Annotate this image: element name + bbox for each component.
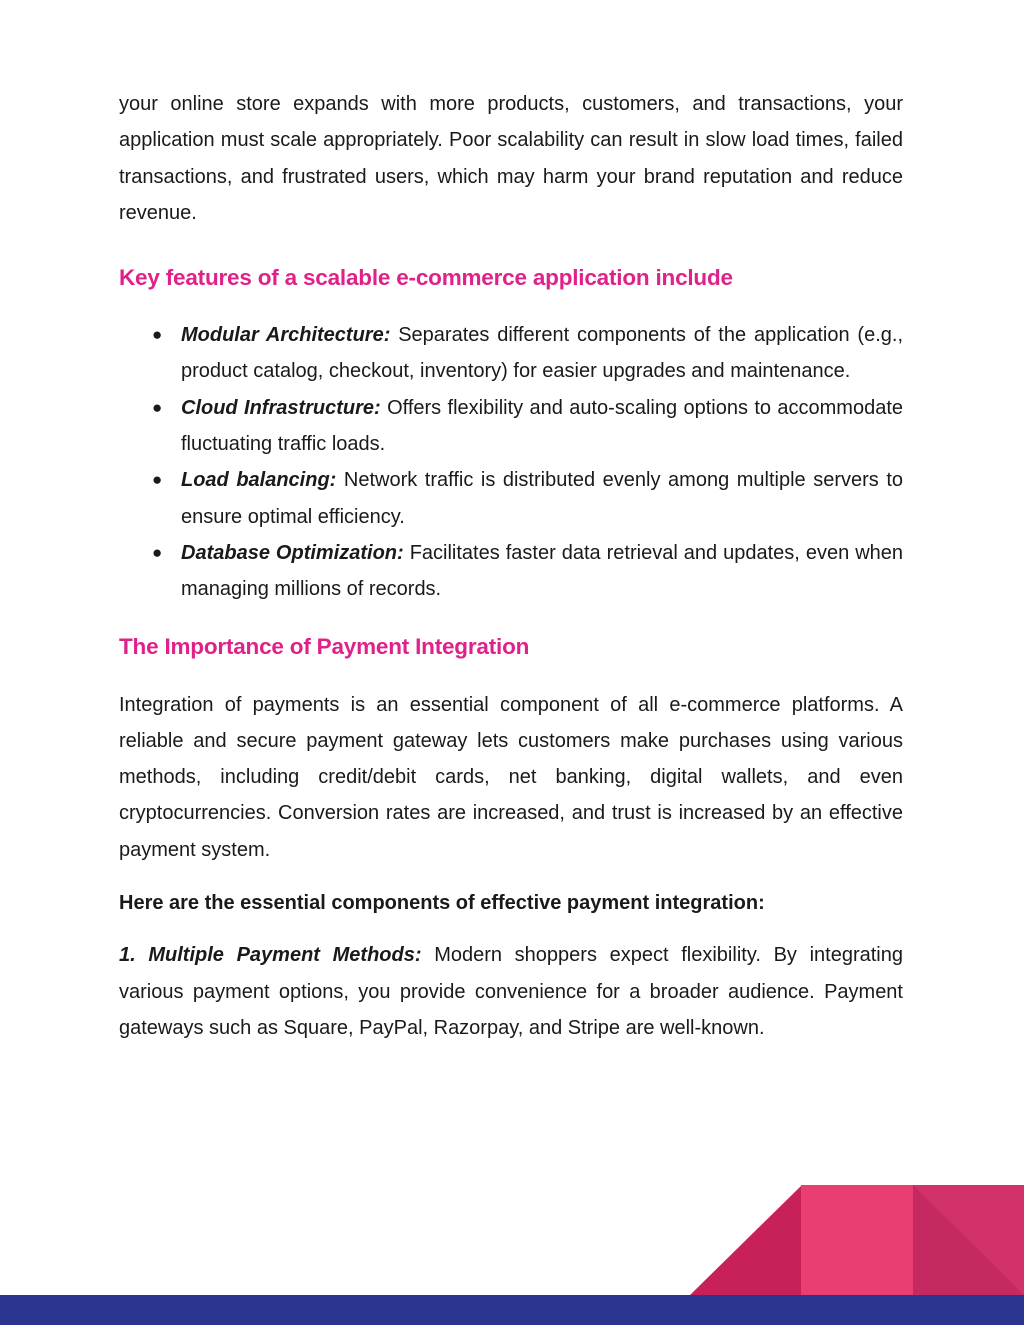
feature-term: Load balancing: bbox=[181, 469, 337, 492]
feature-text: Offers flexibility and auto-scaling options to accommodate fluctuating traffic loads. bbox=[181, 396, 903, 456]
list-item bbox=[119, 390, 903, 463]
component-paragraph bbox=[119, 937, 903, 1046]
bullet-icon: ● bbox=[152, 470, 163, 490]
feature-term: Cloud Infrastructure: bbox=[181, 396, 381, 419]
bullet-icon: ● bbox=[152, 542, 163, 562]
intro-paragraph: your online store expands with more products, customers, and transactions, your application must scale appropriately. Poor scalability can result in slow load times, failed transactions, and frustrated users, which may harm your brand reputation and reduce revenue. bbox=[119, 93, 903, 224]
feature-term: Modular Architecture: bbox=[181, 324, 391, 347]
payment-paragraph: Integration of payments is an essential component of all e-commerce platforms. A reliable and secure payment gateway lets customers make purchases using various methods, including credit/debit cards, net banking, digital wallets, and even cryptocurrencies. Conversion rates are increased, and trust is increased by an effective payment system. bbox=[119, 693, 903, 861]
document-page bbox=[119, 86, 903, 1046]
feature-text: Network traffic is distributed evenly among multiple servers to ensure optimal efficiency. bbox=[181, 469, 903, 528]
feature-text: Facilitates faster data retrieval and updates, even when managing millions of records. bbox=[181, 541, 904, 601]
feature-text: Separates different components of the application (e.g., product catalog, checkout, inventory) for easier upgrades and maintenance. bbox=[181, 324, 903, 383]
components-heading: Here are the essential components of effective payment integration: bbox=[119, 892, 765, 915]
features-heading: Key features of a scalable e-commerce application include bbox=[119, 265, 733, 291]
component-term: 1. Multiple Payment Methods: bbox=[119, 944, 422, 967]
feature-term: Database Optimization: bbox=[181, 541, 404, 564]
bullet-icon: ● bbox=[152, 325, 163, 345]
list-item bbox=[119, 317, 903, 390]
features-list bbox=[119, 317, 903, 607]
bullet-icon: ● bbox=[152, 397, 163, 417]
list-item bbox=[119, 535, 903, 608]
corner-decoration bbox=[690, 1185, 1024, 1295]
payment-heading: The Importance of Payment Integration bbox=[119, 633, 530, 659]
list-item bbox=[119, 462, 903, 535]
deco-triangle-left bbox=[690, 1185, 802, 1295]
component-text: Modern shoppers expect flexibility. By integrating various payment options, you provide convenience for a broader audience. Payment gateways such as Square, PayPal, Razorpay, and Stripe are well-known. bbox=[119, 944, 903, 1039]
deco-square-middle bbox=[801, 1185, 914, 1295]
footer-bar bbox=[0, 1295, 1024, 1325]
